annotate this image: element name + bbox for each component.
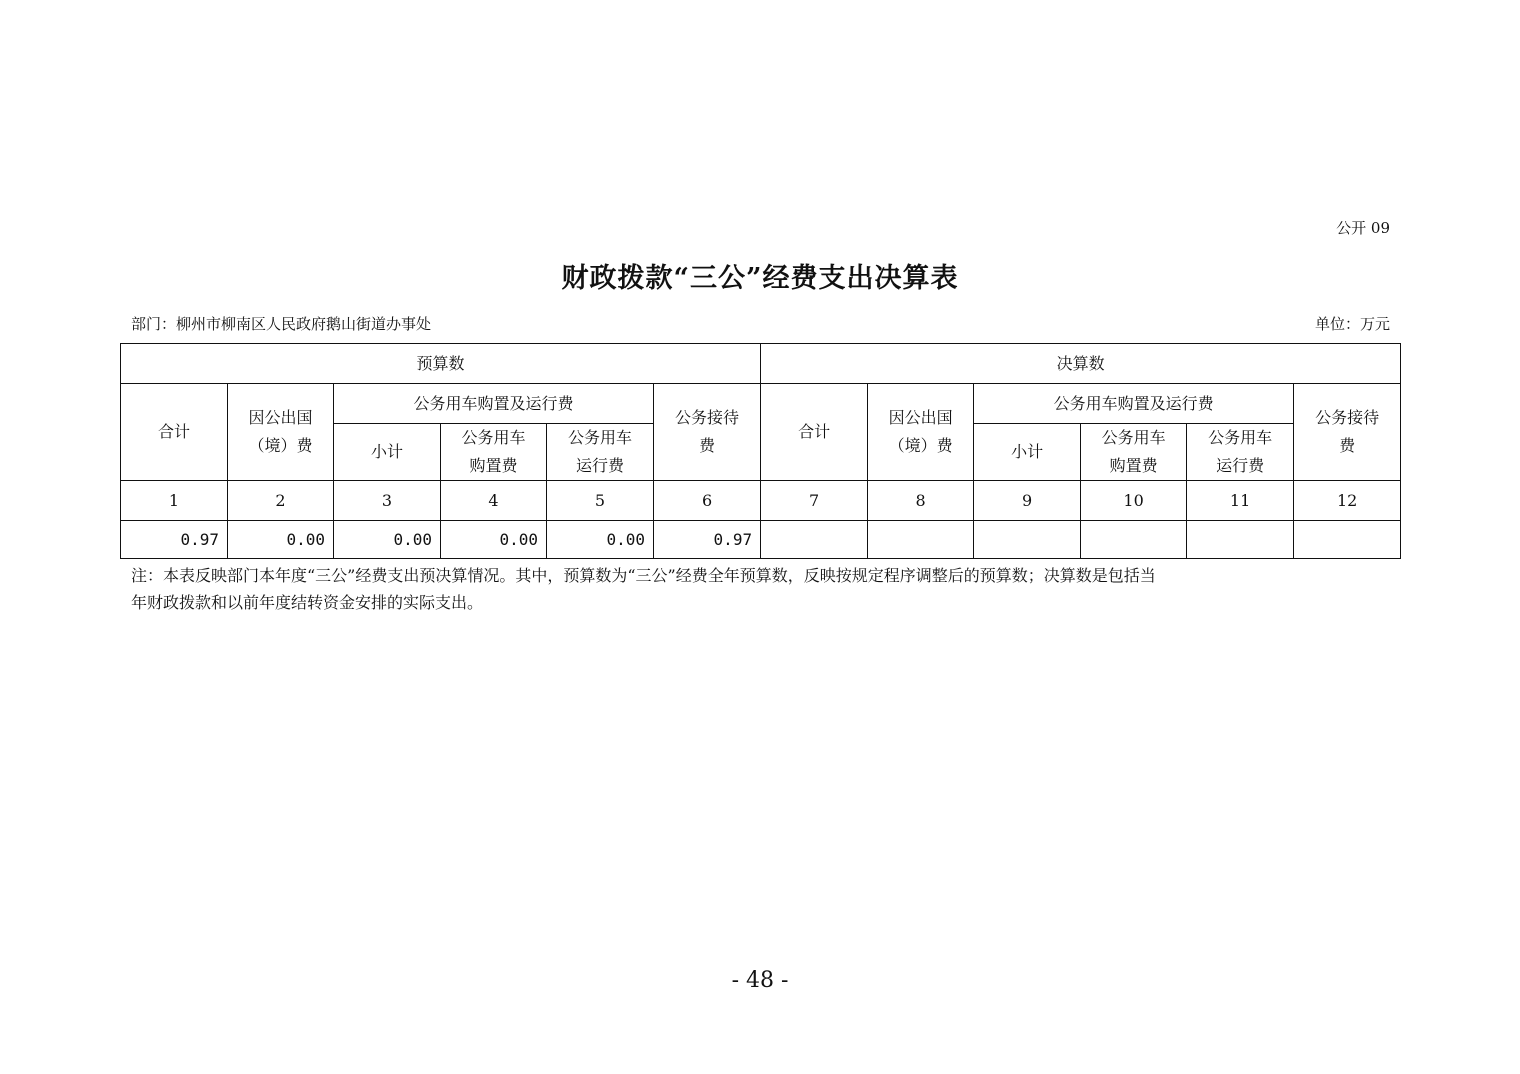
final-operation-header — [1187, 424, 1294, 481]
budget-subtotal-value: 0.00 — [334, 521, 441, 559]
column-number: 7 — [761, 481, 868, 521]
final-operation-header-line1: 公务用车 — [1208, 428, 1273, 447]
column-number-row — [121, 481, 1401, 521]
final-operation-value — [1187, 521, 1294, 559]
final-abroad-header-line1: 因公出国 — [888, 408, 953, 427]
final-reception-header — [1294, 384, 1401, 481]
final-purchase-header-line2: 购置费 — [1109, 456, 1158, 475]
column-number: 5 — [547, 481, 654, 521]
column-number: 6 — [654, 481, 761, 521]
budget-vehicle-header: 公务用车购置及运行费 — [334, 384, 654, 424]
final-abroad-header-line2: （境）费 — [888, 436, 953, 455]
column-number: 3 — [334, 481, 441, 521]
final-subtotal-header: 小计 — [974, 424, 1081, 481]
value-row — [121, 521, 1401, 559]
page-number: - 48 - — [731, 968, 789, 993]
budget-reception-value: 0.97 — [654, 521, 761, 559]
column-number: 11 — [1187, 481, 1294, 521]
final-operation-header-line2: 运行费 — [1216, 456, 1265, 475]
budget-purchase-header-line1: 公务用车 — [461, 428, 526, 447]
budget-total-header: 合计 — [121, 384, 228, 481]
final-total-value — [761, 521, 868, 559]
budget-operation-header — [547, 424, 654, 481]
page-title: 财政拨款“三公”经费支出决算表 — [561, 263, 959, 294]
budget-operation-header-line1: 公务用车 — [567, 428, 632, 447]
budget-reception-header-line1: 公务接待 — [675, 408, 740, 427]
final-purchase-value — [1081, 521, 1187, 559]
budget-total-value: 0.97 — [121, 521, 228, 559]
column-number: 4 — [441, 481, 547, 521]
final-reception-header-line2: 费 — [1339, 436, 1356, 455]
final-total-header: 合计 — [761, 384, 868, 481]
unit-label: 单位：万元 — [1314, 315, 1390, 333]
column-number: 8 — [868, 481, 974, 521]
budget-operation-value: 0.00 — [547, 521, 654, 559]
final-reception-value — [1294, 521, 1401, 559]
column-number: 10 — [1081, 481, 1187, 521]
budget-abroad-header-line2: （境）费 — [248, 436, 313, 455]
department-label: 部门：柳州市柳南区人民政府鹅山街道办事处 — [131, 315, 432, 333]
table-note-line1: 注：本表反映部门本年度“三公”经费支出预决算情况。其中，预算数为“三公”经费全年预算数，反映按规定程序调整后的预算数；决算数是包括当 — [131, 566, 1156, 585]
final-group-header: 决算数 — [761, 344, 1401, 384]
final-abroad-value — [868, 521, 974, 559]
column-number: 2 — [228, 481, 334, 521]
budget-operation-header-line2: 运行费 — [575, 456, 624, 475]
budget-purchase-header-line2: 购置费 — [469, 456, 518, 475]
column-number: 1 — [121, 481, 228, 521]
budget-reception-header — [654, 384, 761, 481]
budget-group-header: 预算数 — [121, 344, 761, 384]
budget-purchase-header — [441, 424, 547, 481]
final-reception-header-line1: 公务接待 — [1315, 408, 1380, 427]
column-number: 12 — [1294, 481, 1401, 521]
budget-subtotal-header: 小计 — [334, 424, 441, 481]
column-number: 9 — [974, 481, 1081, 521]
final-abroad-header — [868, 384, 974, 481]
budget-reception-header-line2: 费 — [699, 436, 716, 455]
table-note-line2: 年财政拨款和以前年度结转资金安排的实际支出。 — [131, 593, 484, 612]
final-vehicle-header: 公务用车购置及运行费 — [974, 384, 1294, 424]
budget-purchase-value: 0.00 — [441, 521, 547, 559]
table-note — [131, 562, 1393, 616]
final-purchase-header-line1: 公务用车 — [1101, 428, 1166, 447]
budget-abroad-header — [228, 384, 334, 481]
budget-abroad-value: 0.00 — [228, 521, 334, 559]
form-code: 公开 09 — [1336, 219, 1390, 237]
expense-table — [120, 343, 1401, 559]
final-subtotal-value — [974, 521, 1081, 559]
budget-abroad-header-line1: 因公出国 — [248, 408, 313, 427]
final-purchase-header — [1081, 424, 1187, 481]
